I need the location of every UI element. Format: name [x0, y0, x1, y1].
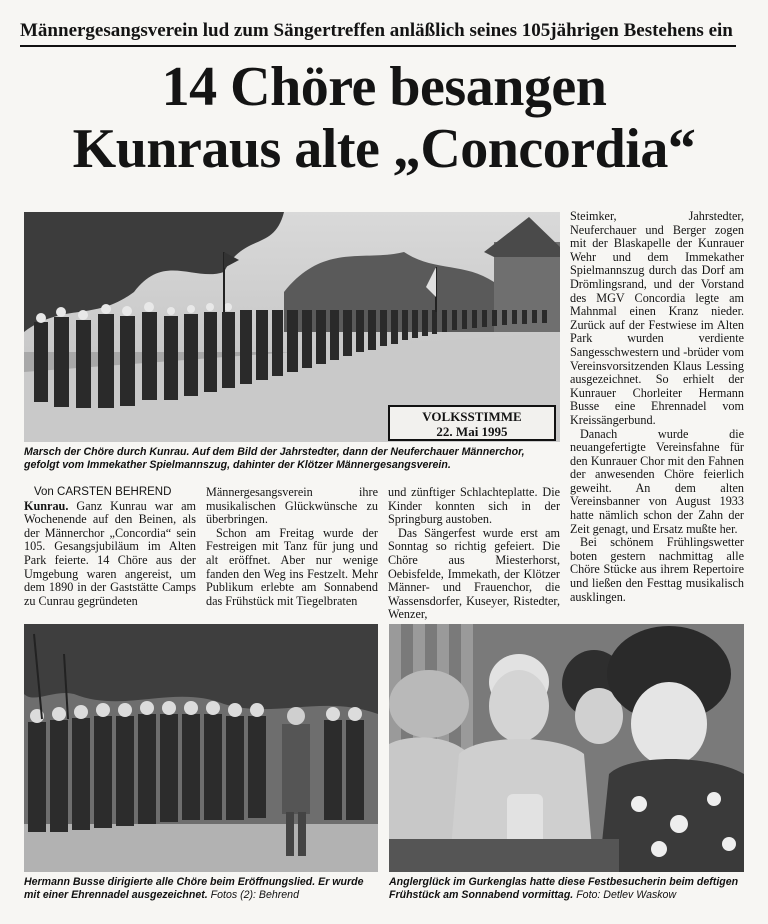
caption-bottom-right-credit: Foto: Detlev Waskow	[576, 889, 677, 901]
kicker-line: Männergesangsverein lud zum Sängertreffen anläßlich seines 105jährigen Bestehens ein	[20, 20, 736, 47]
caption-bottom-left	[24, 876, 380, 902]
article-column-4	[570, 210, 744, 604]
source-paper: VOLKSSTIMME	[422, 409, 522, 424]
dateline: Kunrau.	[24, 498, 69, 513]
article-column-3	[388, 486, 560, 622]
column-2-paragraph-2: Schon am Freitag wurde der Festreigen mit Tanz für jung und alt eröffnet. Aber nur wenige fanden den Weg ins Festzelt. Mehr Publikum erlebte am Sonnabend das Frühstück mit Tiegelbraten	[206, 525, 378, 608]
column-3-paragraph-1: und zünftiger Schlachteplatte. Die Kinder konnten sich in der Springburg austoben.	[388, 485, 560, 527]
caption-bottom-left-credit: Fotos (2): Behrend	[210, 889, 299, 901]
source-date: 22. Mai 1995	[436, 424, 508, 439]
headline-line-2: Kunraus alte „Concordia“	[72, 118, 696, 180]
column-4-paragraph-1: Steimker, Jahrstedter, Neuferchauer und Berger zogen mit der Blaskapelle der Kunrauer Wehr und dem Immekather Spielmannszug durch das Dorf am Drömlingsrand, und der Vorstand des MGV Concordia legte am Mahnmal einen Kranz nieder. Zurück auf der Festwiese im Alten Park wurden verdiente Sangesschwestern und -brüder vom Vereinsvorsitzenden Klaus Lessing ausgezeichnet. So erhielt der Kunrauer Chorleiter Hermann Busse eine Ehrennadel vom Kreissängerbund.	[570, 209, 744, 427]
column-2-paragraph-1: Männergesangsverein ihre musikalischen Glückwünsche zu überbringen.	[206, 485, 378, 527]
photo-festival-visitor	[389, 624, 744, 872]
caption-bottom-left-text: Hermann Busse dirigierte alle Chöre beim Eröffnungslied. Er wurde mit einer Ehrennadel ausgezeichnet.	[24, 876, 364, 901]
caption-bottom-right	[389, 876, 745, 902]
photo-conductor	[24, 624, 378, 872]
column-3-paragraph-2: Das Sängerfest wurde erst am Sonntag so richtig gefeiert. Die Chöre aus Miesterhorst, Oebisfelde, Immekath, der Klötzer Männer- und Frauenchor, die Wassensdorfer, Kuseyer, Ristedter, Wenzer,	[388, 525, 560, 622]
caption-bottom-right-text: Anglerglück im Gurkenglas hatte diese Festbesucherin beim deftigen Frühstück am Sonnabend vormittag.	[389, 876, 739, 901]
byline: Von CARSTEN BEHREND	[34, 486, 172, 498]
headline	[24, 56, 744, 180]
column-4-paragraph-3: Bei schönem Frühlingswetter boten gestern nachmittag alle Chöre Stücke aus ihrem Repertoire und ließen den Festtag musikalisch ausklingen.	[570, 535, 744, 604]
article-column-2	[206, 486, 378, 608]
article-column-1	[24, 486, 196, 608]
column-4-paragraph-2: Danach wurde die neuangefertigte Vereinsfahne für den Kunrauer Chor mit den Fahnen der anwesenden Chöre feierlich geweiht. An dem alten Vereinsbanner von August 1933 hatte nämlich schon der Zahn der Zeit genagt, und Ersatz mußte her.	[570, 426, 744, 536]
caption-top: Marsch der Chöre durch Kunrau. Auf dem Bild der Jahrstedter, dann der Neuferchauer Männerchor, gefolgt vom Immekather Spielmannszug, dahinter der Klötzer Männergesangsverein.	[24, 446, 525, 471]
headline-line-1: 14 Chöre besangen	[161, 56, 607, 118]
column-1-text: Ganz Kunrau war am Wochenende auf den Beinen, als der Männerchor „Concordia“ sein 105. Gesangsjubiläum im Alten Park feierte. 14 Chöre aus der Umgebung waren angereist, um dem 1890 in der Gaststätte Camps zu Cunrau gegründeten	[24, 498, 196, 608]
source-box	[388, 405, 556, 441]
